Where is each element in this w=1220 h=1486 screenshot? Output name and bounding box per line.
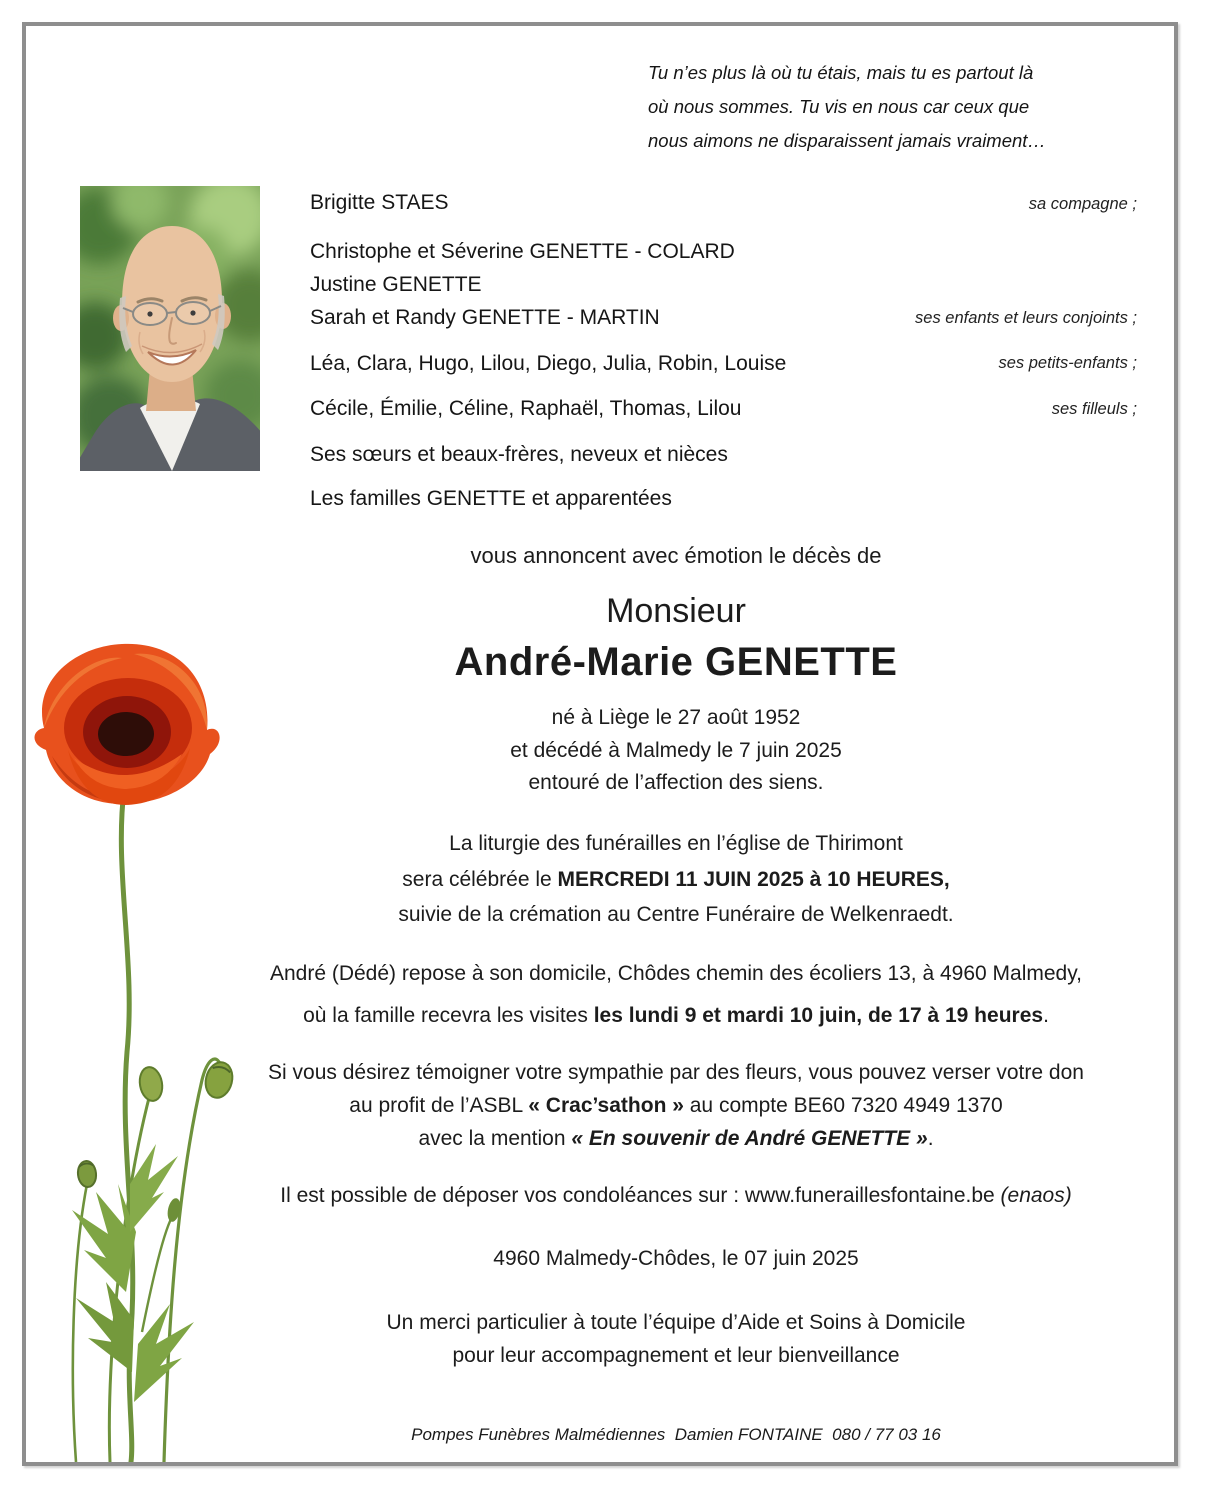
liturgy-date-bold: MERCREDI 11 JUIN 2025 à 10 HEURES, <box>557 867 950 891</box>
donation-line2-prefix: au profit de l’ASBL <box>349 1094 529 1117</box>
thanks-line-1: Un merci particulier à toute l’équipe d’Aide et Soins à Domicile <box>386 1311 966 1334</box>
donation-line-1: Si vous désirez témoigner votre sympathie par des fleurs, vous pouvez verser votre don <box>268 1061 1084 1084</box>
condolences-enaos-italic: (enaos) <box>1000 1184 1072 1207</box>
liturgy-line-3: suivie de la crémation au Centre Funéraire de Welkenraedt. <box>398 903 954 926</box>
family-role-grandchildren: ses petits-enfants ; <box>998 354 1137 372</box>
death-line: et décédé à Malmedy le 7 juin 2025 <box>510 738 842 762</box>
liturgy-line2-prefix: sera célébrée le <box>402 867 558 891</box>
condolences-text: Il est possible de déposer vos condoléances sur : www.funeraillesfontaine.be <box>280 1184 1001 1207</box>
surrounded-line: entouré de l’affection des siens. <box>528 771 824 794</box>
donation-line3-suffix: . <box>927 1127 934 1150</box>
asbl-name-bold: « Crac’sathon » <box>528 1094 684 1117</box>
family-name-child-2: Justine GENETTE <box>310 273 482 296</box>
donation-block <box>176 1056 1176 1155</box>
donation-account-number: au compte BE60 7320 4949 1370 <box>683 1094 1003 1117</box>
thanks-block <box>176 1306 1176 1372</box>
family-name-child-1: Christophe et Séverine GENETTE - COLARD <box>310 240 735 263</box>
memorial-quote <box>648 56 1128 158</box>
donation-line-2 <box>176 1089 1176 1122</box>
family-name-godchildren: Cécile, Émilie, Céline, Raphaël, Thomas, Lilou <box>310 397 742 420</box>
family-name-partner: Brigitte STAES <box>310 191 449 214</box>
family-name-child-3: Sarah et Randy GENETTE - MARTIN <box>310 306 660 329</box>
liturgy-line-2 <box>176 862 1176 898</box>
birth-death-block <box>176 702 1176 800</box>
quote-line-1: Tu n’es plus là où tu étais, mais tu es partout là <box>648 62 1034 83</box>
repose-line2-suffix: . <box>1043 1004 1049 1027</box>
repose-line-1: André (Dédé) repose à son domicile, Chôdes chemin des écoliers 13, à 4960 Malmedy, <box>269 962 1083 985</box>
family-name-siblings: Ses sœurs et beaux-frères, neveux et nièces <box>310 443 728 466</box>
funeral-service-block <box>176 826 1176 933</box>
family-role-godchildren: ses filleuls ; <box>1051 400 1137 418</box>
family-name-grandchildren: Léa, Clara, Hugo, Lilou, Diego, Julia, Robin, Louise <box>310 352 787 375</box>
donation-mention-bold-italic: « En souvenir de André GENETTE » <box>571 1127 928 1150</box>
family-name-families: Les familles GENETTE et apparentées <box>310 487 672 510</box>
deceased-title: Monsieur <box>606 592 746 630</box>
visit-dates-bold: les lundi 9 et mardi 10 juin, de 17 à 19 heures <box>593 1004 1044 1027</box>
family-role-children: ses enfants et leurs conjoints ; <box>915 309 1137 327</box>
portrait-photo <box>80 186 260 471</box>
condolences-line <box>176 1184 1176 1208</box>
thanks-line-2: pour leur accompagnement et leur bienveillance <box>452 1344 900 1367</box>
liturgy-line-1: La liturgie des funérailles en l’église de Thirimont <box>449 832 903 855</box>
family-role-partner: sa compagne ; <box>1028 195 1137 213</box>
repose-block <box>176 953 1176 1037</box>
funeral-home-footer: Pompes Funèbres Malmédiennes Damien FONTAINE 080 / 77 03 16 <box>411 1425 941 1444</box>
place-date-line: 4960 Malmedy-Chôdes, le 07 juin 2025 <box>493 1247 859 1270</box>
birth-line: né à Liège le 27 août 1952 <box>551 706 801 729</box>
repose-line2-prefix: où la famille recevra les visites <box>303 1004 594 1027</box>
quote-line-3: nous aimons ne disparaissent jamais vraiment… <box>648 130 1046 151</box>
deceased-name: André-Marie GENETTE <box>454 640 898 684</box>
announcement-intro: vous annoncent avec émotion le décès de <box>470 543 882 568</box>
donation-line3-prefix: avec la mention <box>418 1127 572 1150</box>
donation-line-3 <box>176 1122 1176 1155</box>
repose-line-2 <box>176 995 1176 1037</box>
quote-line-2: où nous sommes. Tu vis en nous car ceux que <box>648 96 1030 117</box>
